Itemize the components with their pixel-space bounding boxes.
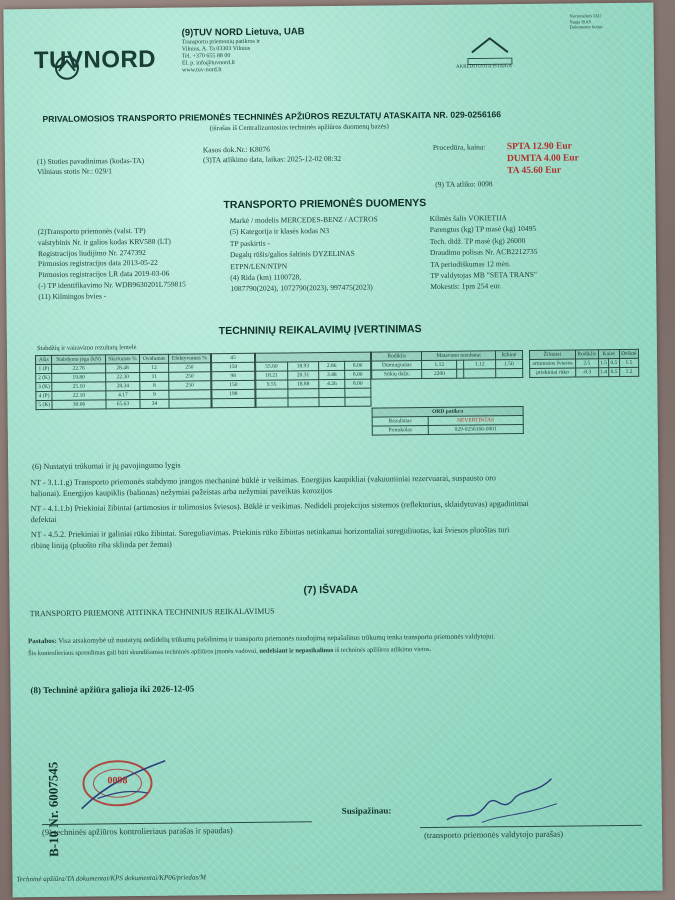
table-cell: 2200 [422, 369, 457, 378]
vehicle-field: TP valdytojas MB "SETA TRANS" [430, 269, 538, 281]
table-cell: 8.00 [345, 379, 371, 388]
table-cell: 150 [212, 362, 255, 371]
validity-date: (8) Techninė apžiūra galioja iki 2026-12-05 [30, 683, 195, 696]
report-title: PRIVALOMOSIOS TRANSPORTO PRIEMONĖS TECHNINĖS APŽIŪROS REZULTATŲ ATASKAITA NR. 029-0256166 [42, 109, 502, 125]
remarks-text: Visa atsakomybė už nustatytų nedidelių trūkumų pašalinimą ir transporto priemonės naudojimą nepašalinus trūkumų tenka transporto priemonės valdytojui. [58, 632, 496, 645]
code-line: Nauja ISAS [569, 18, 592, 24]
stamp-code: 0098 [107, 775, 128, 787]
price-dumta: DUMTA 4.00 Eur [506, 153, 579, 165]
table-header-cell: Skirtumas % [105, 355, 140, 364]
table-cell [457, 360, 465, 369]
inspector-code: (9) TA atliko: 0098 [435, 179, 493, 189]
defect-line: ribinę liniją (pluošto riba sklinda per žemai) [30, 539, 172, 551]
table-cell: 19.80 [52, 373, 105, 383]
vehicle-field: (2)Transporto priemonės (valst. TP) [37, 225, 146, 237]
table-cell: 4.17 [105, 391, 140, 400]
vehicle-field: Kilmės šalis VOKIETIJA [429, 213, 507, 223]
table-cell: 25.10 [52, 382, 105, 392]
table-cell: Sūkių dažn. [372, 370, 422, 380]
inspector-signature-line [42, 821, 312, 825]
table-cell: 1.50 [495, 360, 522, 369]
table-header-cell: Dešinė [619, 349, 638, 358]
station-label: (1) Stoties pavadinimas (kodas-TA) [36, 155, 145, 167]
table-header-cell: Žibintai [529, 350, 575, 359]
code-line: Dokumento kodas [569, 24, 603, 30]
table-cell: 0.5 [610, 369, 618, 376]
accreditation-label: AKREDITUOTA ISTAIGA [455, 64, 513, 70]
vehicle-field: Pirmosios registracijos LR data 2019-03-06 [38, 268, 170, 280]
table-row [530, 367, 639, 377]
table-header-cell: Matavimo rezultatai [422, 351, 495, 361]
table-cell: 4.26 [319, 379, 345, 388]
remarks-label: Pastabos: [27, 636, 57, 646]
vehicle-field: (11) Kilmingos bvies - [38, 291, 107, 301]
vehicle-field: ETPN/LEN/NTPN [230, 261, 288, 271]
emission-table [371, 350, 523, 380]
parking-brake-table [255, 352, 372, 408]
table-cell: 1.12 [422, 360, 457, 369]
defect-line: defektai [30, 514, 57, 525]
table-cell: 150 [212, 380, 255, 389]
owner-signature-icon [441, 774, 562, 830]
table-cell: 1.5 [600, 360, 607, 367]
table-cell: -0.3 [575, 368, 598, 377]
vehicle-field: Markė / modelis MERCEDES-BENZ / ACTROS [229, 214, 378, 226]
address-line: Vilnius, A. Ta 03303 Vilnius [181, 45, 251, 53]
table-row [372, 369, 523, 380]
vehicle-field: Parengtos (kg) TP masė (kg) 10495 [429, 224, 537, 235]
table-cell: 9 [140, 390, 168, 399]
station-value: Vilniaus stotis Nr.: 029/1 [37, 166, 113, 177]
address-line: El. p. info@tuvnord.lt [181, 60, 236, 67]
vehicle-field: Pirmosios registracijos data 2013-05-22 [37, 258, 158, 269]
address-line: Transporto priemonių patikros ir [181, 38, 261, 46]
table-cell: 029-0256166-0001 [428, 425, 523, 435]
tuvnord-logo-mark-icon [50, 55, 84, 81]
table-header-cell: Rodiklis [371, 352, 421, 362]
conclusion-text: TRANSPORTO PRIEMONĖ ATITINKA TECHNINIUS REIKALAVIMUS [29, 606, 275, 619]
table-cell: 1.2 [619, 367, 638, 376]
table-cell [457, 369, 465, 378]
table-cell: 65.63 [105, 400, 140, 409]
vehicle-field: (4) Rida (km) 1100728, [230, 272, 302, 283]
table-cell: 45 [211, 353, 254, 362]
defect-line: NT - 4.5.2. Priekiniai ir galiniai rūko žibintai. Sureguliavimas. Priekinis rūko žibintas netinkamai horizontaliai sureguliuotas, kai šviesos pluoštas turi [30, 525, 510, 540]
brake-summary-table [211, 353, 256, 408]
table-cell: 55.60 [256, 362, 288, 371]
table-cell: 22.10 [52, 391, 105, 401]
table-cell: 22.76 [52, 364, 105, 374]
appeal-note: Šis kontrolieriaus sprendimas gali būti skundžiamas techninės apžiūros įmonės vadovui, nedelsiant ir nepasikalinus iš techninės apžiūros atlikimo vietos. [28, 645, 432, 658]
table-cell: NEVERTINTAS [428, 416, 523, 426]
table-cell: 4 (P) [36, 391, 53, 400]
table-cell: 1 (P) [36, 364, 53, 373]
code-line: Nacionalinis IAU [569, 13, 602, 19]
table-cell [169, 399, 211, 408]
table-row [372, 425, 523, 436]
table-cell: 3 (K) [36, 382, 53, 391]
table-cell: 0.5 [610, 360, 618, 367]
remarks [28, 632, 495, 645]
table-row [36, 399, 211, 410]
table-cell: 28.34 [105, 382, 140, 391]
table-cell [168, 390, 210, 399]
table-cell: 12 [140, 363, 168, 372]
top-right-code [569, 13, 602, 30]
brake-table [35, 353, 212, 410]
address-line: Tel. +370 655 88 00 [181, 53, 231, 60]
vehicle-field: 1087790(2024), 1072790(2023), 997475(2023) [230, 283, 373, 294]
table-cell: priekiniai rūko [530, 368, 576, 377]
tuvnord-logo: TUVNORD [33, 45, 157, 75]
table-cell: 250 [168, 363, 210, 372]
table-cell: 250 [168, 381, 210, 390]
address-line: www.tuv-nord.lt [181, 67, 222, 74]
table-header-cell: Rodiklis [575, 350, 598, 359]
table-cell: 30.06 [52, 400, 105, 410]
vehicle-field: TP paskirtis - [229, 238, 271, 248]
table-cell: 3.48 [319, 370, 345, 379]
table-cell: 34 [140, 399, 168, 408]
table-cell [464, 369, 495, 378]
table-cell: 1.12 [464, 360, 495, 369]
table-caption: Stabdžių ir vairavimo rezultatų lentelė [36, 344, 137, 353]
table-cell: 18.88 [287, 380, 319, 389]
table-cell: 5 (K) [36, 400, 53, 409]
table-cell: 8 [140, 381, 168, 390]
table-header-cell: Kairė [598, 349, 619, 358]
table-cell: 8.00 [345, 361, 371, 370]
company-name: (9)TUV NORD Lietuva, UAB [181, 26, 305, 39]
table-cell: 2 (K) [36, 373, 53, 382]
assessment-title: TECHNINIŲ REIKALAVIMŲ ĮVERTINIMAS [218, 323, 422, 338]
table-cell: Rezultatas [372, 417, 428, 427]
table-cell: 18.21 [256, 371, 288, 380]
vehicle-field: Degalų rūšis/galios šaltinis DYZELINAS [229, 248, 355, 260]
defect-line: balionai). Energijos kaupiklis (balionas) nežymiai pažeistas arba nežymiai paveiktas korozijos [30, 486, 333, 499]
price-label: Procedūra, kaina: [432, 142, 486, 152]
vehicle-field: Mokestis: 1pm 254 eur. [430, 281, 502, 292]
cash-document: Kasos dok.Nr.: K8076 [202, 144, 270, 155]
vehicle-field: Registracijos liudijimo Nr. 2747392 [37, 247, 146, 258]
table-cell: 11 [140, 372, 168, 381]
price-ta: TA 45.60 Eur [507, 165, 562, 177]
vehicle-right-column [430, 212, 538, 293]
table-header-cell: Stabdymo jėga (kN) [52, 355, 105, 365]
table-header-cell: Ašis [35, 355, 52, 364]
table-cell: 20.31 [287, 371, 319, 380]
table-cell: 9.55 [256, 380, 288, 389]
price-spta: SPTA 12.90 Eur [506, 141, 572, 153]
defects-list [30, 471, 641, 551]
lights-table [529, 349, 639, 378]
table-cell: 2.86 [319, 361, 345, 370]
table-cell: Dūmingumas [372, 361, 422, 371]
owner-signature-label: (transporto priemonės valdytojo parašas) [423, 828, 564, 841]
report-subtitle: (išrašas iš Centralizuotosios techninės apžiūros duomenų bazės) [209, 122, 389, 133]
vehicle-section-title: TRANSPORTO PRIEMONĖS DUOMENYS [223, 197, 427, 212]
table-cell [495, 369, 522, 378]
table-cell: 198 [212, 389, 255, 398]
obd-table [372, 406, 524, 436]
vehicle-field: Tech. didž. TP masė (kg) 26000 [429, 235, 526, 246]
defects-heading: (6) Nustatyti trūkumai ir jų pavojingumo lygis [32, 460, 181, 472]
table-cell: 250 [168, 372, 210, 381]
familiarized-label: Susipažinau: [341, 805, 392, 816]
table-cell: artimosios šviesos [530, 359, 576, 368]
form-code: Techninė apžiūra/TA dokumentai/KPS dokumentai/KP06/priedas/M [16, 873, 206, 884]
company-address [182, 39, 261, 75]
form-serial: B-10 Nr. 6007545 [45, 761, 62, 858]
vehicle-center-column [230, 214, 379, 295]
table-header-cell: ORD patikra [372, 407, 523, 418]
table-cell: 98 [212, 371, 255, 380]
table-cell: 1.4 [600, 369, 608, 376]
inspection-report-sheet [3, 3, 662, 898]
vehicle-field: TA periodiškumas 12 mėn. [430, 258, 511, 269]
inspector-signature-label: (9) techninės apžiūros kontrolieriaus parašas ir spaudas) [41, 825, 233, 838]
defect-line: NT - 3.1.1.g) Transporto priemonės stabdymo įrangos mechaninė būklė ir veikimas. Energijos kaupikliai (vakuuminiai rezervuarai, suspausto oro [30, 473, 496, 488]
table-header-cell: Ovalumas [140, 354, 168, 363]
defect-line: NT - 4.1.1.b) Priekiniai žibintai (artimosios ir tolimosios šviesos). Būklė ir veikimas. Nedideli projekcijos sistemos (reflektorius, sklaidytuvas) apgadinimai [30, 498, 529, 514]
table-cell: Protokolas [372, 426, 428, 436]
vehicle-left-column [38, 226, 186, 303]
inspection-time: (3)TA atlikimo data, laikas: 2025-12-02 08:32 [202, 153, 342, 165]
conclusion-heading: (7) IŠVADA [303, 583, 359, 597]
vehicle-field: Draudimo polisas Nr. ACB2212735 [429, 247, 538, 258]
table-cell: 22.30 [105, 373, 140, 382]
table-cell: 1.5 [619, 358, 638, 367]
vehicle-field: (-) TP identifikavimo Nr. WDB9630201L759815 [38, 279, 186, 291]
table-cell: 2.5 [575, 359, 598, 368]
table-header-cell: Ribinė [495, 351, 522, 360]
vehicle-field: valstybinis Nr. ir galios kodas KRV588 (LT) [37, 236, 171, 247]
table-cell: 28.48 [105, 364, 140, 373]
vehicle-field: (5) Kategorija ir klasės kodas N3 [229, 226, 330, 237]
table-cell: 18.93 [287, 362, 319, 371]
table-header-cell: Efektyvumas % [168, 354, 210, 363]
table-cell: 8.00 [345, 370, 371, 379]
